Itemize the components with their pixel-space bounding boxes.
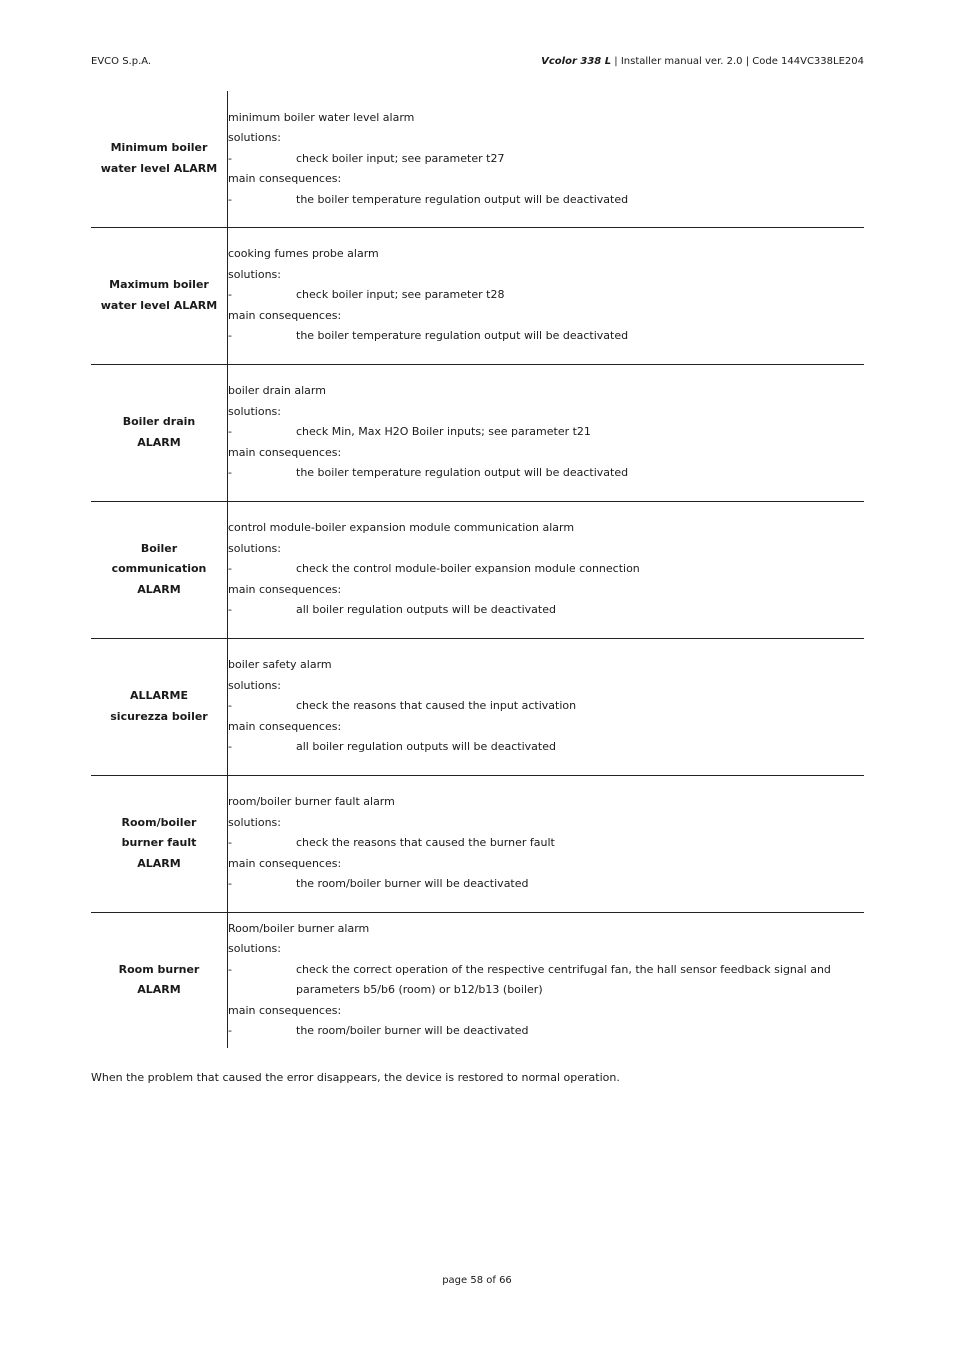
consequence-text: the room/boiler burner will be deactivated <box>296 1024 529 1038</box>
solution-text: check the reasons that caused the burner fault <box>296 836 555 850</box>
solution-text: check the correct operation of the respective centrifugal fan, the hall sensor feedback signal and parameters b5/b6 (room) or b12/b13 (boiler) <box>296 962 831 997</box>
consequence-item <box>228 326 864 347</box>
alarm-name-cell <box>91 364 228 501</box>
alarm-name-cell <box>91 912 228 1048</box>
solutions-label: solutions: <box>228 678 281 692</box>
alarm-name-line: ALARM <box>137 856 181 870</box>
dash-marker: - <box>228 425 232 439</box>
solution-text: check the control module-boiler expansion module connection <box>296 562 640 576</box>
alarm-name-line: water level ALARM <box>100 298 218 312</box>
alarm-description-cell <box>228 775 865 912</box>
solutions-label: solutions: <box>228 815 281 829</box>
consequence-text: all boiler regulation outputs will be deactivated <box>296 603 556 617</box>
alarm-row <box>91 364 864 501</box>
alarm-row <box>91 227 864 364</box>
alarm-name-line: ALARM <box>137 435 181 449</box>
consequence-item <box>228 1021 864 1042</box>
header-doc-details: | Installer manual ver. 2.0 | Code 144VC338LE204 <box>611 56 864 67</box>
alarm-name-cell <box>91 501 228 638</box>
alarm-name-line: Maximum boiler <box>109 278 209 291</box>
solution-item <box>228 285 864 306</box>
dash-marker: - <box>228 877 232 891</box>
dash-marker: - <box>228 192 232 206</box>
consequences-label: main consequences: <box>228 1003 342 1017</box>
consequence-text: the boiler temperature regulation output will be deactivated <box>296 466 629 480</box>
alarm-name-cell <box>91 638 228 775</box>
alarm-description-cell <box>228 501 865 638</box>
alarm-description: Room/boiler burner alarm <box>228 921 370 935</box>
consequence-item <box>228 190 864 211</box>
header-doc-info <box>541 56 864 67</box>
consequence-item <box>228 600 864 621</box>
header-company: EVCO S.p.A. <box>91 56 152 67</box>
alarm-name-line: water level ALARM <box>100 161 218 175</box>
dash-marker: - <box>228 836 232 850</box>
alarm-table-body <box>91 91 864 1048</box>
consequence-item <box>228 463 864 484</box>
alarm-description-cell <box>228 364 865 501</box>
alarm-description: boiler drain alarm <box>228 384 326 398</box>
solutions-label: solutions: <box>228 541 281 555</box>
solution-text: check boiler input; see parameter t27 <box>296 151 505 165</box>
alarm-description: control module-boiler expansion module communication alarm <box>228 521 575 535</box>
alarm-description-cell <box>228 227 865 364</box>
alarm-row <box>91 775 864 912</box>
alarm-name-line: Room/boiler <box>121 815 197 829</box>
dash-marker: - <box>228 562 232 576</box>
alarm-name-line: ALARM <box>137 983 181 997</box>
alarm-name-line: burner fault <box>121 836 197 850</box>
consequence-item <box>228 874 864 895</box>
alarm-description: cooking fumes probe alarm <box>228 247 379 261</box>
dash-marker: - <box>228 329 232 343</box>
solutions-label: solutions: <box>228 131 281 144</box>
alarm-name-line: communication <box>111 562 207 576</box>
dash-marker: - <box>228 962 232 976</box>
alarm-name-line: Minimum boiler <box>110 141 208 155</box>
consequence-text: the boiler temperature regulation output will be deactivated <box>296 192 629 206</box>
alarm-name-cell <box>91 775 228 912</box>
solution-text: check Min, Max H2O Boiler inputs; see parameter t21 <box>296 425 591 439</box>
dash-marker: - <box>228 466 232 480</box>
solutions-label: solutions: <box>228 267 281 281</box>
consequences-label: main consequences: <box>228 856 342 870</box>
dash-marker: - <box>228 603 232 617</box>
header-product: Vcolor 338 L <box>541 56 612 67</box>
alarm-row <box>91 91 864 227</box>
consequence-text: the room/boiler burner will be deactivated <box>296 877 529 891</box>
consequences-label: main consequences: <box>228 445 342 459</box>
dash-marker: - <box>228 151 232 165</box>
solution-item <box>228 960 864 1001</box>
alarm-description: minimum boiler water level alarm <box>228 110 415 124</box>
alarm-name-line: Room burner <box>118 962 200 976</box>
alarm-description-cell <box>228 91 865 227</box>
alarm-row <box>91 501 864 638</box>
solutions-label: solutions: <box>228 942 281 956</box>
alarm-name-cell <box>91 91 228 227</box>
consequences-label: main consequences: <box>228 172 342 185</box>
alarm-table <box>91 91 864 1048</box>
consequences-label: main consequences: <box>228 719 342 733</box>
alarm-description-cell <box>228 638 865 775</box>
alarm-name-line: ALLARME <box>130 689 188 702</box>
alarm-name-line: Boiler drain <box>122 415 196 428</box>
dash-marker: - <box>228 699 232 713</box>
solution-text: check boiler input; see parameter t28 <box>296 288 505 302</box>
alarm-row <box>91 912 864 1048</box>
alarm-row <box>91 638 864 775</box>
dash-marker: - <box>228 1024 232 1038</box>
solution-item <box>228 149 864 170</box>
alarm-description-cell <box>228 912 865 1048</box>
page-number: page 58 of 66 <box>442 1275 512 1286</box>
alarm-name-line: Boiler <box>140 541 178 555</box>
alarm-description: room/boiler burner fault alarm <box>228 795 395 809</box>
consequences-label: main consequences: <box>228 308 342 322</box>
alarm-description: boiler safety alarm <box>228 658 332 672</box>
dash-marker: - <box>228 288 232 302</box>
solutions-label: solutions: <box>228 404 281 418</box>
alarm-name-line: ALARM <box>137 582 181 596</box>
solution-text: check the reasons that caused the input activation <box>296 699 577 713</box>
consequences-label: main consequences: <box>228 582 342 596</box>
footer-note: When the problem that caused the error disappears, the device is restored to normal operation. <box>91 1071 620 1084</box>
solution-item <box>228 833 864 854</box>
alarm-name-line: sicurezza boiler <box>110 709 208 723</box>
alarm-name-cell <box>91 227 228 364</box>
dash-marker: - <box>228 740 232 754</box>
solution-item <box>228 696 864 717</box>
consequence-text: the boiler temperature regulation output will be deactivated <box>296 329 629 343</box>
consequence-text: all boiler regulation outputs will be deactivated <box>296 740 556 754</box>
solution-item <box>228 559 864 580</box>
consequence-item <box>228 737 864 758</box>
solution-item <box>228 422 864 443</box>
